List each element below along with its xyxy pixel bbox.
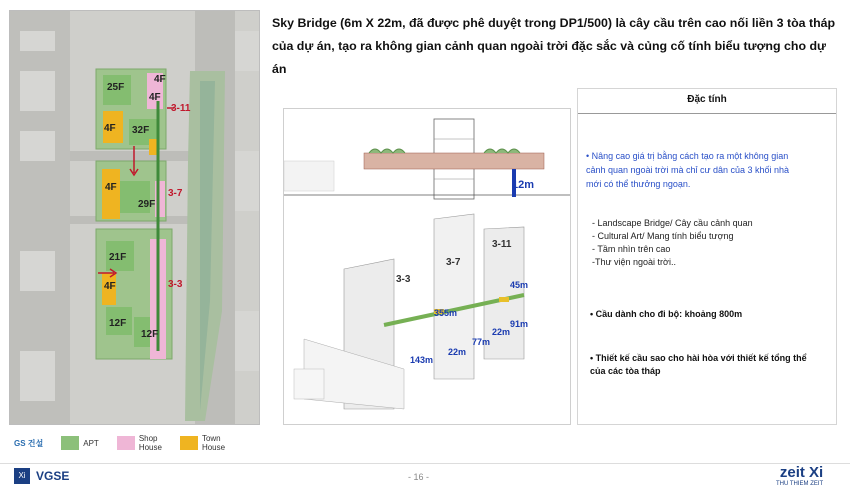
building-label: 21F <box>109 252 127 263</box>
footer-divider <box>0 463 850 464</box>
legend-label-apt: APT <box>83 438 99 448</box>
list-item: - Tầm nhìn trên cao <box>592 244 671 254</box>
divider <box>578 113 836 114</box>
highlight-text: • Nâng cao giá trị bằng cách tạo ra một không gian cảnh quan ngoài trời mà chỉ cư dân của 3 khối nhà mới có thể thưởng ngoạn. <box>586 151 790 189</box>
building-label-3-3: 3-3 <box>396 274 411 285</box>
zone-label-3-7: 3-7 <box>168 188 183 199</box>
distance-label: 22m <box>448 347 467 357</box>
vgse-text: VGSE <box>36 469 70 483</box>
distance-label: 77m <box>472 337 491 347</box>
building-label: 29F <box>138 199 156 210</box>
design-harmony: • Thiết kế cầu sao cho hài hòa với thiết kế tổng thể của các tòa tháp <box>590 353 807 376</box>
zone-label-3-11: 3-11 <box>171 103 191 114</box>
legend-swatch-apt <box>61 436 79 450</box>
building-label-3-7: 3-7 <box>446 257 461 268</box>
zeit-logo-sub: THU THIEM ZEIT <box>776 481 824 487</box>
vgse-logo <box>14 468 69 484</box>
site-plan <box>9 10 260 425</box>
distance-label: 355m <box>434 308 458 318</box>
building-label: 32F <box>132 125 150 136</box>
legend <box>14 432 243 454</box>
site-plan-drawing <box>10 11 260 425</box>
distance-label: 143m <box>410 355 434 365</box>
properties-panel <box>577 88 837 425</box>
sky-bridge-diagram <box>283 108 571 425</box>
building-label: 4F <box>149 92 161 103</box>
pedestrian-length: • Cầu dành cho đi bộ: khoảng 800m <box>590 309 743 319</box>
legend-swatch-town-house <box>180 436 198 450</box>
building-label: 12F <box>109 318 127 329</box>
distance-label: 45m <box>510 280 529 290</box>
legend-label-town-house: Town House <box>201 434 226 452</box>
list-item: - Landscape Bridge/ Cây cầu cảnh quan <box>592 218 753 228</box>
building-label: 4F <box>104 281 116 292</box>
distance-label: 91m <box>510 319 529 329</box>
page-number: - 16 - <box>408 472 430 482</box>
bridge-drawing <box>284 109 571 425</box>
list-item: - Cultural Art/ Mang tính biểu tượng <box>592 231 734 241</box>
zeit-logo <box>776 464 823 487</box>
legend-label-shop-house: Shop House <box>138 434 162 452</box>
legend-swatch-shop-house <box>117 436 135 450</box>
zone-label-3-3: 3-3 <box>168 279 183 290</box>
list-item: -Thư viện ngoài trời.. <box>592 257 676 267</box>
xi-mark-icon: Xi <box>14 468 30 484</box>
gs-logo: GS 건설 <box>14 438 44 448</box>
distance-label: 22m <box>492 327 511 337</box>
feature-list <box>592 217 753 269</box>
building-label-3-11: 3-11 <box>492 239 512 250</box>
slide-title: Sky Bridge (6m X 22m, đã được phê duyệt trong DP1/500) là cây cầu trên cao nối liền 3 tòa tháp của dự án, tạo ra không gian cảnh quan ngoài trời đặc sắc và củng cố tính biểu tượng cho dự án <box>272 16 836 76</box>
building-label: 4F <box>105 182 117 193</box>
properties-heading: Đặc tính <box>687 94 727 105</box>
zeit-logo-main: zeit Xi <box>779 464 824 481</box>
building-label: 12F <box>141 329 159 340</box>
building-label: 4F <box>104 123 116 134</box>
building-label: 25F <box>107 82 125 93</box>
building-label: 4F <box>154 74 166 85</box>
section-height-label: 12m <box>512 179 535 191</box>
